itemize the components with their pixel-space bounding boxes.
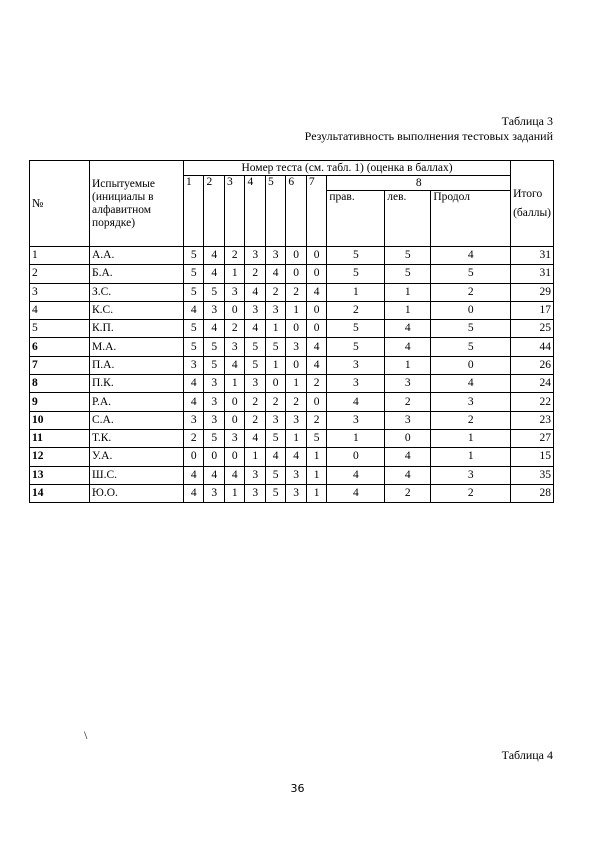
score-cell: 4 <box>327 393 385 411</box>
score-cell: 0 <box>306 393 326 411</box>
score-cell: 3 <box>286 466 306 484</box>
header-subjects: Испытуемые (инициалы в алфавитном порядке) <box>90 161 184 247</box>
score-cell: 5 <box>204 429 224 447</box>
subject-initials: У.А. <box>90 448 184 466</box>
score-cell: 5 <box>265 484 285 502</box>
score-cell: 1 <box>286 301 306 319</box>
score-cell: 0 <box>204 448 224 466</box>
score-cell: 4 <box>327 484 385 502</box>
score-cell: 3 <box>286 484 306 502</box>
score-cell: 3 <box>245 484 265 502</box>
score-cell: 4 <box>184 393 204 411</box>
score-cell: 1 <box>224 375 244 393</box>
score-cell: 5 <box>265 466 285 484</box>
score-cell: 4 <box>385 338 431 356</box>
row-number: 6 <box>30 338 90 356</box>
total-cell: 24 <box>511 375 554 393</box>
score-cell: 0 <box>286 356 306 374</box>
total-cell: 27 <box>511 429 554 447</box>
score-cell: 3 <box>286 338 306 356</box>
row-number: 3 <box>30 283 90 301</box>
score-cell: 4 <box>286 448 306 466</box>
score-cell: 2 <box>265 283 285 301</box>
score-cell: 2 <box>224 247 244 265</box>
score-cell: 0 <box>431 301 511 319</box>
score-cell: 3 <box>245 375 265 393</box>
score-cell: 4 <box>265 265 285 283</box>
table-row <box>30 301 554 319</box>
table-row <box>30 283 554 301</box>
score-cell: 5 <box>306 429 326 447</box>
score-cell: 4 <box>245 429 265 447</box>
score-cell: 4 <box>385 466 431 484</box>
table-number-caption: Таблица 3 <box>501 114 553 128</box>
score-cell: 4 <box>265 448 285 466</box>
score-cell: 4 <box>431 247 511 265</box>
score-cell: 5 <box>385 265 431 283</box>
score-cell: 2 <box>306 375 326 393</box>
header-test-6: 6 <box>286 176 306 247</box>
score-cell: 4 <box>204 320 224 338</box>
results-body <box>30 247 554 503</box>
score-cell: 1 <box>306 448 326 466</box>
header-test-8: 8 <box>327 176 511 191</box>
score-cell: 1 <box>431 429 511 447</box>
score-cell: 4 <box>204 265 224 283</box>
score-cell: 3 <box>204 411 224 429</box>
score-cell: 3 <box>327 375 385 393</box>
score-cell: 5 <box>327 320 385 338</box>
table-row <box>30 393 554 411</box>
score-cell: 5 <box>204 356 224 374</box>
score-cell: 0 <box>224 301 244 319</box>
subject-initials: А.А. <box>90 247 184 265</box>
score-cell: 4 <box>224 356 244 374</box>
score-cell: 0 <box>306 265 326 283</box>
score-cell: 2 <box>224 320 244 338</box>
header-total-line1: Итого <box>513 187 543 200</box>
score-cell: 3 <box>327 411 385 429</box>
score-cell: 0 <box>327 448 385 466</box>
score-cell: 5 <box>245 338 265 356</box>
subject-initials: Б.А. <box>90 265 184 283</box>
score-cell: 3 <box>204 393 224 411</box>
total-cell: 25 <box>511 320 554 338</box>
subject-initials: П.К. <box>90 375 184 393</box>
score-cell: 5 <box>245 356 265 374</box>
page-number: 36 <box>290 782 305 795</box>
total-cell: 17 <box>511 301 554 319</box>
subject-initials: П.А. <box>90 356 184 374</box>
total-cell: 26 <box>511 356 554 374</box>
score-cell: 3 <box>245 466 265 484</box>
score-cell: 4 <box>224 466 244 484</box>
table-row <box>30 338 554 356</box>
score-cell: 5 <box>431 320 511 338</box>
score-cell: 1 <box>224 484 244 502</box>
score-cell: 0 <box>224 393 244 411</box>
table-row <box>30 466 554 484</box>
score-cell: 5 <box>327 338 385 356</box>
score-cell: 4 <box>385 448 431 466</box>
score-cell: 3 <box>224 338 244 356</box>
row-number: 12 <box>30 448 90 466</box>
row-number: 1 <box>30 247 90 265</box>
header-num: № <box>30 161 90 247</box>
score-cell: 1 <box>306 484 326 502</box>
score-cell: 2 <box>385 393 431 411</box>
score-cell: 3 <box>184 356 204 374</box>
subject-initials: С.А. <box>90 411 184 429</box>
score-cell: 2 <box>431 283 511 301</box>
score-cell: 5 <box>327 247 385 265</box>
score-cell: 1 <box>385 283 431 301</box>
subject-initials: Р.А. <box>90 393 184 411</box>
table-row <box>30 375 554 393</box>
score-cell: 1 <box>286 429 306 447</box>
table-row <box>30 429 554 447</box>
score-cell: 4 <box>184 301 204 319</box>
score-cell: 3 <box>286 411 306 429</box>
score-cell: 3 <box>204 301 224 319</box>
score-cell: 2 <box>184 429 204 447</box>
score-cell: 3 <box>431 393 511 411</box>
subject-initials: К.С. <box>90 301 184 319</box>
score-cell: 1 <box>385 356 431 374</box>
score-cell: 5 <box>265 338 285 356</box>
row-number: 13 <box>30 466 90 484</box>
score-cell: 0 <box>306 301 326 319</box>
score-cell: 0 <box>306 247 326 265</box>
header-total <box>511 161 554 247</box>
score-cell: 0 <box>184 448 204 466</box>
table-row <box>30 411 554 429</box>
score-cell: 0 <box>265 375 285 393</box>
row-number: 7 <box>30 356 90 374</box>
score-cell: 5 <box>204 338 224 356</box>
score-cell: 1 <box>265 356 285 374</box>
subject-initials: З.С. <box>90 283 184 301</box>
score-cell: 3 <box>184 411 204 429</box>
score-cell: 4 <box>184 466 204 484</box>
subject-initials: М.А. <box>90 338 184 356</box>
total-cell: 23 <box>511 411 554 429</box>
score-cell: 4 <box>184 484 204 502</box>
score-cell: 2 <box>245 265 265 283</box>
score-cell: 4 <box>306 338 326 356</box>
row-number: 8 <box>30 375 90 393</box>
score-cell: 2 <box>245 411 265 429</box>
header-total-line2: (баллы) <box>513 206 551 219</box>
score-cell: 1 <box>245 448 265 466</box>
score-cell: 2 <box>327 301 385 319</box>
score-cell: 0 <box>286 247 306 265</box>
score-cell: 3 <box>224 283 244 301</box>
score-cell: 1 <box>286 375 306 393</box>
score-cell: 1 <box>431 448 511 466</box>
score-cell: 3 <box>224 429 244 447</box>
score-cell: 4 <box>245 283 265 301</box>
score-cell: 3 <box>204 375 224 393</box>
results-table <box>29 160 554 503</box>
row-number: 11 <box>30 429 90 447</box>
table-row <box>30 247 554 265</box>
score-cell: 0 <box>431 356 511 374</box>
score-cell: 0 <box>306 320 326 338</box>
score-cell: 3 <box>327 356 385 374</box>
score-cell: 1 <box>385 301 431 319</box>
score-cell: 0 <box>286 320 306 338</box>
score-cell: 4 <box>431 375 511 393</box>
score-cell: 2 <box>431 484 511 502</box>
score-cell: 3 <box>265 411 285 429</box>
table-row <box>30 448 554 466</box>
table-row <box>30 356 554 374</box>
score-cell: 4 <box>385 320 431 338</box>
score-cell: 2 <box>245 393 265 411</box>
row-number: 10 <box>30 411 90 429</box>
score-cell: 4 <box>204 466 224 484</box>
score-cell: 3 <box>204 484 224 502</box>
score-cell: 4 <box>306 356 326 374</box>
row-number: 9 <box>30 393 90 411</box>
subject-initials: Ш.С. <box>90 466 184 484</box>
score-cell: 5 <box>327 265 385 283</box>
score-cell: 2 <box>385 484 431 502</box>
score-cell: 5 <box>431 265 511 283</box>
header-test-2: 2 <box>204 176 224 247</box>
score-cell: 0 <box>385 429 431 447</box>
score-cell: 1 <box>327 283 385 301</box>
score-cell: 3 <box>431 466 511 484</box>
total-cell: 15 <box>511 448 554 466</box>
score-cell: 3 <box>265 301 285 319</box>
score-cell: 3 <box>245 301 265 319</box>
score-cell: 2 <box>306 411 326 429</box>
score-cell: 4 <box>327 466 385 484</box>
score-cell: 2 <box>265 393 285 411</box>
score-cell: 5 <box>431 338 511 356</box>
score-cell: 1 <box>224 265 244 283</box>
total-cell: 29 <box>511 283 554 301</box>
score-cell: 1 <box>327 429 385 447</box>
subject-initials: Ю.О. <box>90 484 184 502</box>
header-test-5: 5 <box>265 176 285 247</box>
header-test-group: Номер теста (см. табл. 1) (оценка в баллах) <box>184 161 511 176</box>
header-test-8-right: прав. <box>327 191 385 247</box>
score-cell: 4 <box>184 375 204 393</box>
header-test-7: 7 <box>306 176 326 247</box>
header-test-1: 1 <box>184 176 204 247</box>
score-cell: 3 <box>265 247 285 265</box>
total-cell: 44 <box>511 338 554 356</box>
score-cell: 5 <box>184 283 204 301</box>
header-test-4: 4 <box>245 176 265 247</box>
score-cell: 4 <box>245 320 265 338</box>
table-row <box>30 484 554 502</box>
total-cell: 35 <box>511 466 554 484</box>
score-cell: 4 <box>306 283 326 301</box>
score-cell: 5 <box>184 247 204 265</box>
score-cell: 3 <box>245 247 265 265</box>
stray-mark: \ <box>84 728 88 742</box>
table-row <box>30 320 554 338</box>
score-cell: 3 <box>385 375 431 393</box>
score-cell: 1 <box>265 320 285 338</box>
table-title: Результативность выполнения тестовых заданий <box>304 129 553 143</box>
total-cell: 31 <box>511 265 554 283</box>
score-cell: 2 <box>431 411 511 429</box>
score-cell: 5 <box>265 429 285 447</box>
table-row <box>30 265 554 283</box>
score-cell: 0 <box>286 265 306 283</box>
score-cell: 5 <box>184 338 204 356</box>
total-cell: 22 <box>511 393 554 411</box>
header-test-8-long: Продол <box>431 191 511 247</box>
score-cell: 0 <box>224 411 244 429</box>
row-number: 4 <box>30 301 90 319</box>
row-number: 2 <box>30 265 90 283</box>
score-cell: 0 <box>224 448 244 466</box>
header-test-8-left: лев. <box>385 191 431 247</box>
total-cell: 31 <box>511 247 554 265</box>
header-test-3: 3 <box>224 176 244 247</box>
row-number: 14 <box>30 484 90 502</box>
score-cell: 5 <box>184 265 204 283</box>
score-cell: 2 <box>286 393 306 411</box>
subject-initials: К.П. <box>90 320 184 338</box>
next-table-caption: Таблица 4 <box>501 748 553 762</box>
score-cell: 4 <box>204 247 224 265</box>
subject-initials: Т.К. <box>90 429 184 447</box>
score-cell: 3 <box>385 411 431 429</box>
score-cell: 5 <box>184 320 204 338</box>
score-cell: 5 <box>385 247 431 265</box>
row-number: 5 <box>30 320 90 338</box>
score-cell: 5 <box>204 283 224 301</box>
score-cell: 1 <box>306 466 326 484</box>
score-cell: 2 <box>286 283 306 301</box>
total-cell: 28 <box>511 484 554 502</box>
